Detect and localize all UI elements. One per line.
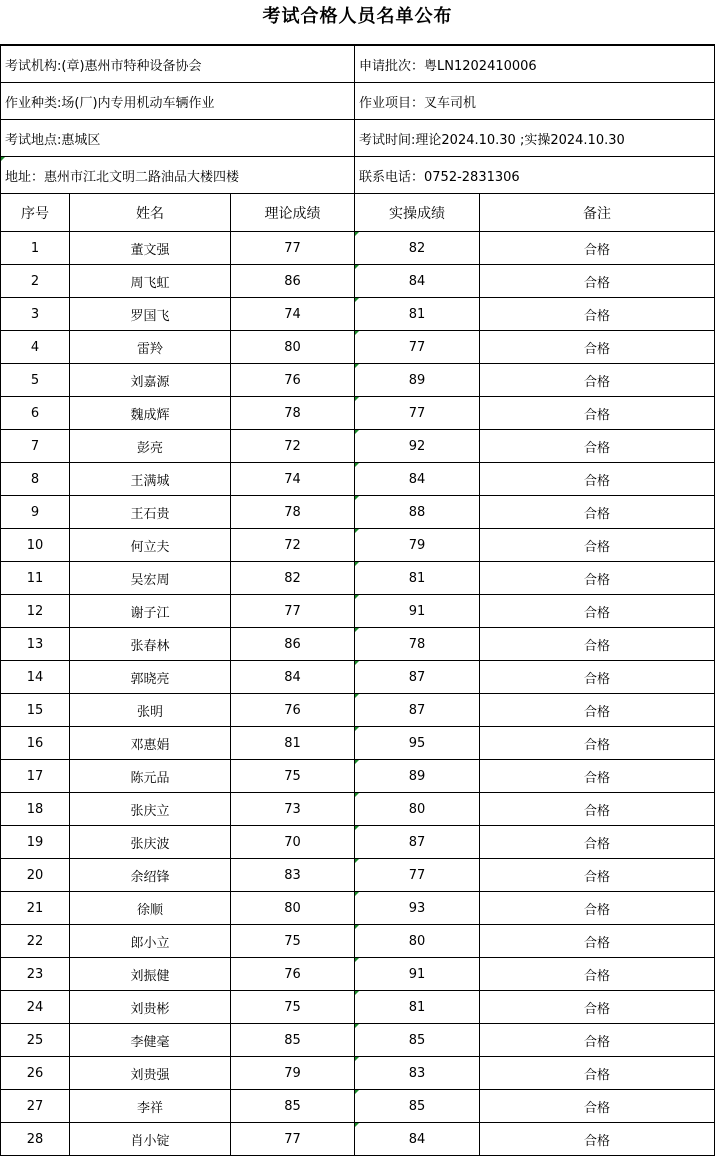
cell-name: 吴宏周 bbox=[70, 562, 231, 595]
cell-index: 14 bbox=[1, 661, 70, 694]
cell-index: 1 bbox=[1, 232, 70, 265]
cell-practice-score: 77 bbox=[355, 331, 480, 364]
table-row bbox=[1, 628, 715, 661]
cell-theory-score: 75 bbox=[231, 760, 355, 793]
cell-name: 刘振健 bbox=[70, 958, 231, 991]
cell-remark: 合格 bbox=[480, 925, 715, 958]
cell-practice-score: 84 bbox=[355, 265, 480, 298]
cell-remark: 合格 bbox=[480, 1057, 715, 1090]
cell-name: 周飞虹 bbox=[70, 265, 231, 298]
table-row bbox=[1, 430, 715, 463]
cell-theory-score: 86 bbox=[231, 628, 355, 661]
cell-name: 彭亮 bbox=[70, 430, 231, 463]
cell-remark: 合格 bbox=[480, 1090, 715, 1123]
cell-remark: 合格 bbox=[480, 727, 715, 760]
cell-theory-score: 74 bbox=[231, 463, 355, 496]
cell-name: 余绍锋 bbox=[70, 859, 231, 892]
table-row bbox=[1, 826, 715, 859]
cell-theory-score: 72 bbox=[231, 430, 355, 463]
table-row bbox=[1, 364, 715, 397]
cell-remark: 合格 bbox=[480, 232, 715, 265]
contact-phone: 联系电话：0752-2831306 bbox=[355, 157, 715, 194]
table-row bbox=[1, 793, 715, 826]
cell-name: 谢子江 bbox=[70, 595, 231, 628]
cell-index: 27 bbox=[1, 1090, 70, 1123]
cell-name: 邓惠娟 bbox=[70, 727, 231, 760]
cell-name: 雷羚 bbox=[70, 331, 231, 364]
col-header-name: 姓名 bbox=[70, 194, 231, 232]
cell-theory-score: 72 bbox=[231, 529, 355, 562]
cell-practice-score: 84 bbox=[355, 1123, 480, 1156]
col-header-theory: 理论成绩 bbox=[231, 194, 355, 232]
table-row bbox=[1, 892, 715, 925]
cell-index: 7 bbox=[1, 430, 70, 463]
cell-remark: 合格 bbox=[480, 892, 715, 925]
exam-org: 考试机构:(章)惠州市特种设备协会 bbox=[1, 46, 355, 83]
cell-index: 4 bbox=[1, 331, 70, 364]
table-row bbox=[1, 727, 715, 760]
table-header-row bbox=[1, 194, 715, 232]
col-header-practice: 实操成绩 bbox=[355, 194, 480, 232]
cell-name: 刘贵彬 bbox=[70, 991, 231, 1024]
cell-remark: 合格 bbox=[480, 1024, 715, 1057]
cell-index: 18 bbox=[1, 793, 70, 826]
cell-index: 3 bbox=[1, 298, 70, 331]
table-row bbox=[1, 562, 715, 595]
cell-practice-score: 91 bbox=[355, 958, 480, 991]
cell-practice-score: 95 bbox=[355, 727, 480, 760]
cell-remark: 合格 bbox=[480, 661, 715, 694]
cell-index: 11 bbox=[1, 562, 70, 595]
cell-index: 26 bbox=[1, 1057, 70, 1090]
info-row-address bbox=[1, 157, 715, 194]
table-row bbox=[1, 1123, 715, 1156]
cell-remark: 合格 bbox=[480, 496, 715, 529]
exam-batch: 申请批次：粤LN1202410006 bbox=[355, 46, 715, 83]
cell-theory-score: 75 bbox=[231, 991, 355, 1024]
cell-remark: 合格 bbox=[480, 1123, 715, 1156]
table-row bbox=[1, 991, 715, 1024]
cell-name: 王石贵 bbox=[70, 496, 231, 529]
cell-remark: 合格 bbox=[480, 694, 715, 727]
cell-name: 郭晓亮 bbox=[70, 661, 231, 694]
cell-index: 8 bbox=[1, 463, 70, 496]
cell-theory-score: 83 bbox=[231, 859, 355, 892]
cell-practice-score: 80 bbox=[355, 793, 480, 826]
cell-index: 20 bbox=[1, 859, 70, 892]
cell-practice-score: 83 bbox=[355, 1057, 480, 1090]
cell-index: 15 bbox=[1, 694, 70, 727]
cell-remark: 合格 bbox=[480, 826, 715, 859]
cell-name: 肖小锭 bbox=[70, 1123, 231, 1156]
col-header-remark: 备注 bbox=[480, 194, 715, 232]
cell-practice-score: 79 bbox=[355, 529, 480, 562]
table-row bbox=[1, 298, 715, 331]
cell-name: 何立夫 bbox=[70, 529, 231, 562]
cell-name: 郎小立 bbox=[70, 925, 231, 958]
table-row bbox=[1, 925, 715, 958]
table-row bbox=[1, 265, 715, 298]
cell-practice-score: 92 bbox=[355, 430, 480, 463]
cell-practice-score: 93 bbox=[355, 892, 480, 925]
cell-theory-score: 75 bbox=[231, 925, 355, 958]
cell-name: 徐顺 bbox=[70, 892, 231, 925]
cell-remark: 合格 bbox=[480, 430, 715, 463]
cell-practice-score: 82 bbox=[355, 232, 480, 265]
cell-theory-score: 78 bbox=[231, 496, 355, 529]
table-row bbox=[1, 760, 715, 793]
cell-index: 6 bbox=[1, 397, 70, 430]
table-row bbox=[1, 397, 715, 430]
cell-practice-score: 81 bbox=[355, 562, 480, 595]
cell-name: 陈元品 bbox=[70, 760, 231, 793]
cell-theory-score: 74 bbox=[231, 298, 355, 331]
exam-location: 考试地点:惠城区 bbox=[1, 120, 355, 157]
cell-practice-score: 88 bbox=[355, 496, 480, 529]
table-row bbox=[1, 232, 715, 265]
table-row bbox=[1, 463, 715, 496]
cell-practice-score: 80 bbox=[355, 925, 480, 958]
cell-name: 张春林 bbox=[70, 628, 231, 661]
cell-name: 董文强 bbox=[70, 232, 231, 265]
cell-remark: 合格 bbox=[480, 595, 715, 628]
cell-index: 22 bbox=[1, 925, 70, 958]
cell-theory-score: 80 bbox=[231, 331, 355, 364]
cell-index: 5 bbox=[1, 364, 70, 397]
cell-practice-score: 85 bbox=[355, 1090, 480, 1123]
table-row bbox=[1, 529, 715, 562]
table-row bbox=[1, 1057, 715, 1090]
table-row bbox=[1, 958, 715, 991]
col-header-index: 序号 bbox=[1, 194, 70, 232]
cell-name: 魏成辉 bbox=[70, 397, 231, 430]
table-row bbox=[1, 496, 715, 529]
exam-address: 地址：惠州市江北文明二路油品大楼四楼 bbox=[1, 157, 355, 194]
exam-item: 作业项目：叉车司机 bbox=[355, 83, 715, 120]
cell-remark: 合格 bbox=[480, 628, 715, 661]
cell-practice-score: 87 bbox=[355, 694, 480, 727]
table-row bbox=[1, 661, 715, 694]
cell-practice-score: 87 bbox=[355, 661, 480, 694]
cell-remark: 合格 bbox=[480, 991, 715, 1024]
cell-theory-score: 82 bbox=[231, 562, 355, 595]
info-row-category bbox=[1, 83, 715, 120]
cell-theory-score: 73 bbox=[231, 793, 355, 826]
cell-practice-score: 87 bbox=[355, 826, 480, 859]
cell-theory-score: 85 bbox=[231, 1024, 355, 1057]
cell-theory-score: 84 bbox=[231, 661, 355, 694]
cell-index: 10 bbox=[1, 529, 70, 562]
cell-theory-score: 78 bbox=[231, 397, 355, 430]
cell-practice-score: 77 bbox=[355, 397, 480, 430]
cell-practice-score: 81 bbox=[355, 991, 480, 1024]
cell-index: 25 bbox=[1, 1024, 70, 1057]
cell-remark: 合格 bbox=[480, 298, 715, 331]
cell-name: 罗国飞 bbox=[70, 298, 231, 331]
cell-remark: 合格 bbox=[480, 859, 715, 892]
cell-remark: 合格 bbox=[480, 958, 715, 991]
cell-theory-score: 79 bbox=[231, 1057, 355, 1090]
cell-remark: 合格 bbox=[480, 529, 715, 562]
cell-theory-score: 80 bbox=[231, 892, 355, 925]
cell-theory-score: 70 bbox=[231, 826, 355, 859]
table-row bbox=[1, 1090, 715, 1123]
cell-index: 23 bbox=[1, 958, 70, 991]
cell-theory-score: 86 bbox=[231, 265, 355, 298]
cell-index: 12 bbox=[1, 595, 70, 628]
page-title: 考试合格人员名单公布 bbox=[0, 0, 715, 45]
cell-practice-score: 89 bbox=[355, 760, 480, 793]
cell-practice-score: 78 bbox=[355, 628, 480, 661]
roster-table bbox=[0, 45, 715, 1156]
cell-remark: 合格 bbox=[480, 397, 715, 430]
cell-theory-score: 76 bbox=[231, 958, 355, 991]
info-row-location bbox=[1, 120, 715, 157]
cell-practice-score: 91 bbox=[355, 595, 480, 628]
cell-practice-score: 77 bbox=[355, 859, 480, 892]
cell-index: 16 bbox=[1, 727, 70, 760]
exam-category: 作业种类:场(厂)内专用机动车辆作业 bbox=[1, 83, 355, 120]
cell-practice-score: 84 bbox=[355, 463, 480, 496]
cell-theory-score: 77 bbox=[231, 232, 355, 265]
cell-theory-score: 76 bbox=[231, 364, 355, 397]
table-row bbox=[1, 694, 715, 727]
cell-name: 李祥 bbox=[70, 1090, 231, 1123]
cell-remark: 合格 bbox=[480, 463, 715, 496]
cell-index: 2 bbox=[1, 265, 70, 298]
cell-practice-score: 85 bbox=[355, 1024, 480, 1057]
cell-index: 19 bbox=[1, 826, 70, 859]
table-row bbox=[1, 595, 715, 628]
cell-name: 王满城 bbox=[70, 463, 231, 496]
cell-index: 17 bbox=[1, 760, 70, 793]
exam-time: 考试时间:理论2024.10.30 ;实操2024.10.30 bbox=[355, 120, 715, 157]
cell-theory-score: 76 bbox=[231, 694, 355, 727]
table-row bbox=[1, 1024, 715, 1057]
cell-practice-score: 89 bbox=[355, 364, 480, 397]
cell-remark: 合格 bbox=[480, 793, 715, 826]
cell-index: 24 bbox=[1, 991, 70, 1024]
cell-index: 9 bbox=[1, 496, 70, 529]
cell-remark: 合格 bbox=[480, 562, 715, 595]
table-row bbox=[1, 859, 715, 892]
cell-index: 13 bbox=[1, 628, 70, 661]
cell-remark: 合格 bbox=[480, 760, 715, 793]
cell-remark: 合格 bbox=[480, 331, 715, 364]
cell-name: 张庆波 bbox=[70, 826, 231, 859]
cell-theory-score: 77 bbox=[231, 595, 355, 628]
cell-name: 李健毫 bbox=[70, 1024, 231, 1057]
cell-remark: 合格 bbox=[480, 364, 715, 397]
cell-index: 28 bbox=[1, 1123, 70, 1156]
cell-remark: 合格 bbox=[480, 265, 715, 298]
table-row bbox=[1, 331, 715, 364]
cell-theory-score: 85 bbox=[231, 1090, 355, 1123]
cell-name: 刘贵强 bbox=[70, 1057, 231, 1090]
cell-name: 张明 bbox=[70, 694, 231, 727]
cell-theory-score: 81 bbox=[231, 727, 355, 760]
info-row-org bbox=[1, 46, 715, 83]
cell-theory-score: 77 bbox=[231, 1123, 355, 1156]
cell-practice-score: 81 bbox=[355, 298, 480, 331]
cell-name: 张庆立 bbox=[70, 793, 231, 826]
cell-name: 刘嘉源 bbox=[70, 364, 231, 397]
cell-index: 21 bbox=[1, 892, 70, 925]
